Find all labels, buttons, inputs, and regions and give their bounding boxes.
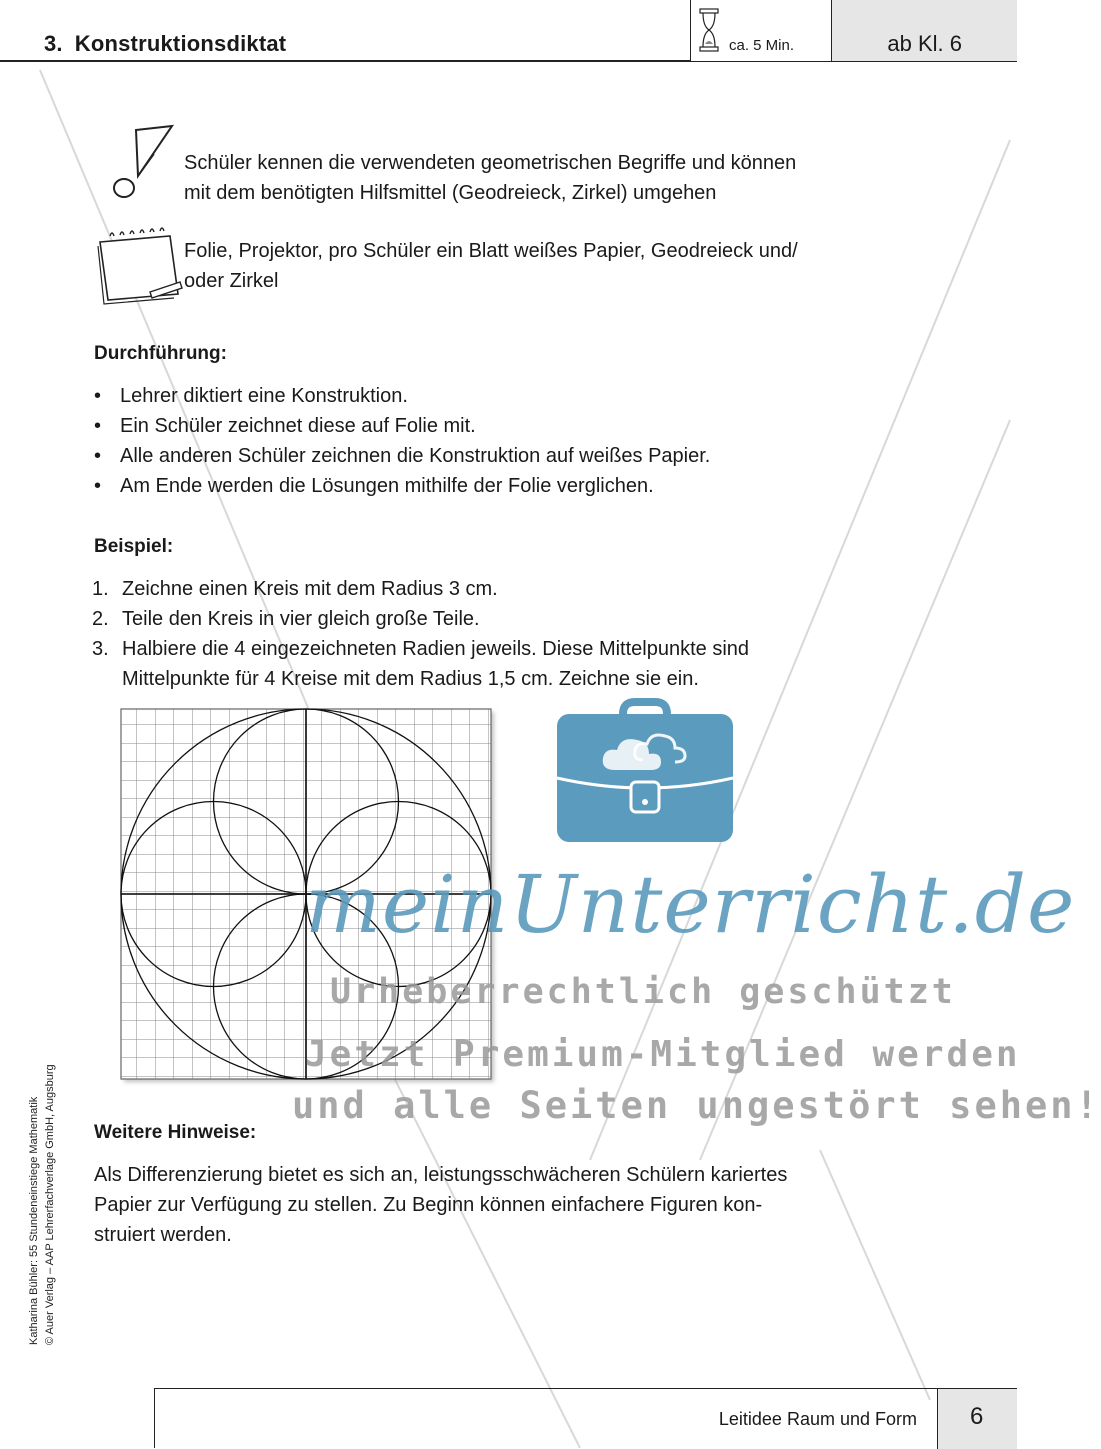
notepad-icon: [94, 228, 186, 308]
chapter-number: 3.: [44, 31, 63, 56]
briefcase-cloud-icon: [555, 698, 735, 844]
procedure-heading: Durchführung:: [94, 343, 227, 364]
exclamation-icon: [108, 124, 178, 202]
watermark-brand: meinUnterricht.de: [305, 858, 1076, 951]
page-number-box: [937, 1389, 1017, 1449]
prerequisites-text: Schüler kennen die verwendeten geometrischen Begriffe und können mit dem benötigten Hilfsmittel (Geodreieck, Zirkel) umgehen: [184, 152, 797, 204]
list-item: • Alle anderen Schüler zeichnen die Konstruktion auf weißes Papier.: [90, 441, 950, 471]
footer-label: Leitidee Raum und Form: [718, 1409, 917, 1429]
procedure-list: [90, 381, 950, 501]
watermark-line-1: Urheberrechtlich geschützt: [330, 972, 956, 1012]
duration-label: ca. 5 Min.: [729, 37, 795, 54]
list-item: 2. Teile den Kreis in vier gleich große Teile.: [92, 608, 480, 630]
page-number: 6: [970, 1403, 984, 1430]
example-heading: Beispiel:: [94, 536, 174, 557]
watermark-line-2: Jetzt Premium-Mitglied werden: [305, 1034, 1021, 1075]
list-item: 3. Halbiere die 4 eingezeichneten Radien jeweils. Diese Mittelpunkte sind: [92, 638, 750, 660]
list-item: • Lehrer diktiert eine Konstruktion.: [90, 381, 950, 411]
list-item: 1. Zeichne einen Kreis mit dem Radius 3 cm.: [92, 578, 498, 600]
chapter-title: Konstruktionsdiktat: [74, 31, 287, 56]
notes-text: Als Differenzierung bietet es sich an, leistungsschwächeren Schülern kariertes Papier zur Verfügung zu stellen. Zu Beginn können einfachere Figuren kon- struiert werden.: [94, 1164, 788, 1246]
notes-heading: Weitere Hinweise:: [94, 1122, 257, 1143]
side-credit: Katharina Bühler: 55 Stundeneinstiege Mathematik © Auer Verlag – AAP Lehrerfachverlage GmbH, Augsburg: [28, 1064, 56, 1345]
example-steps: [92, 574, 972, 694]
list-item: Mittelpunkte für 4 Kreise mit dem Radius 1,5 cm. Zeichne sie ein.: [122, 668, 699, 690]
list-item: • Am Ende werden die Lösungen mithilfe der Folie verglichen.: [90, 471, 950, 501]
watermark-line-3: und alle Seiten ungestört sehen!: [292, 1084, 1101, 1127]
list-item: • Ein Schüler zeichnet diese auf Folie mit.: [90, 411, 950, 441]
grade-label: ab Kl. 6: [887, 31, 962, 56]
materials-text: Folie, Projektor, pro Schüler ein Blatt weißes Papier, Geodreieck und/ oder Zirkel: [184, 240, 798, 292]
page-footer: [154, 1388, 1017, 1448]
